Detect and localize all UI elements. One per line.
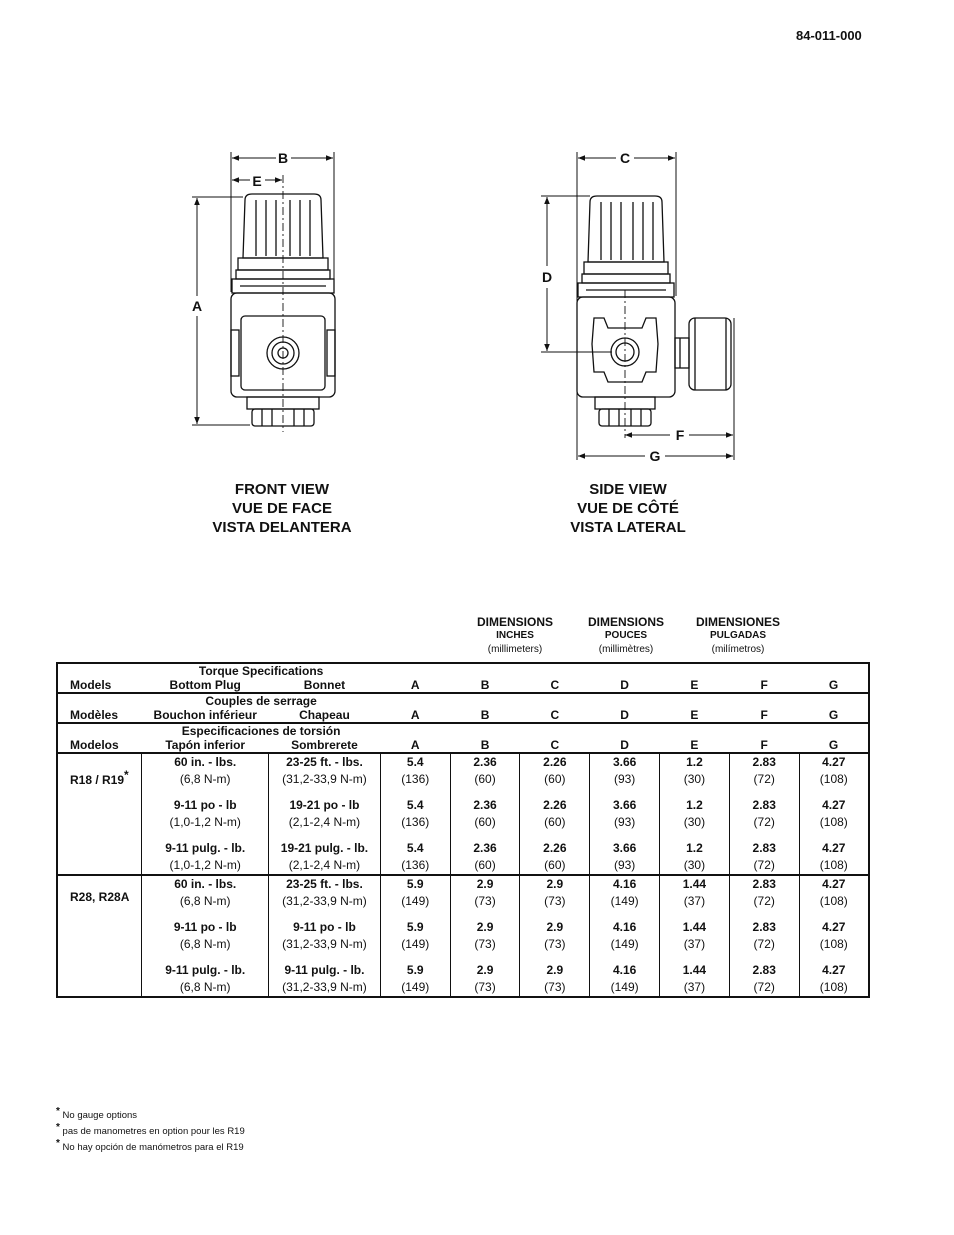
header-column-row <box>57 678 869 693</box>
dimension-header-unit: INCHES <box>496 630 534 641</box>
models-heading: Modèles <box>70 708 119 722</box>
dimension-header-title: DIMENSIONES <box>695 615 780 629</box>
table-cell: 9-11 po - lb (6,8 N-m) <box>173 920 237 951</box>
table-cell: 2.83 (72) <box>752 841 776 872</box>
table-cell: 1.2 (30) <box>683 755 706 786</box>
dimension-label-a: A <box>191 298 203 314</box>
table-cell: 3.66 (93) <box>612 798 637 829</box>
table-cell: 5.4 (136) <box>401 755 430 786</box>
table-cell: 3.66 (93) <box>612 755 637 786</box>
footnote-mark: * <box>124 768 129 782</box>
bottom-plug-heading: Bottom Plug <box>169 678 241 692</box>
dimension-label-c: C <box>619 150 631 166</box>
table-cell: 9-11 pulg. - lb. (31,2-33,9 N-m) <box>282 963 367 994</box>
footnote: * No gauge options <box>56 1106 138 1122</box>
table-cell: 60 in. - lbs. (6,8 N-m) <box>174 877 237 908</box>
table-cell: 9-11 pulg. - lb. (6,8 N-m) <box>165 963 246 994</box>
side-view-caption <box>528 480 728 537</box>
dimension-header-unit: PULGADAS <box>709 630 767 641</box>
dimension-header-english <box>460 615 570 657</box>
dimension-header-title: DIMENSIONS <box>476 615 553 629</box>
dimension-column-heading: D <box>620 708 629 722</box>
torque-heading: Especificaciones de torsión <box>181 724 341 738</box>
dimension-label-d: D <box>541 269 553 285</box>
dimension-label-g: G <box>649 448 661 464</box>
header-column-row <box>57 708 869 723</box>
dimension-column-heading: E <box>690 678 699 692</box>
table-cell: 2.26 (60) <box>543 798 567 829</box>
model-name: R18 / R19 <box>70 773 125 787</box>
table-cell: 9-11 pulg. - lb. (1,0-1,2 N-m) <box>165 841 246 872</box>
model-group-row <box>57 753 869 875</box>
dimension-column-heading: F <box>760 708 768 722</box>
dimension-label-f: F <box>675 427 685 443</box>
bottom-plug-heading: Bouchon inférieur <box>153 708 257 722</box>
regulator-drawings <box>0 0 954 600</box>
table-cell: 2.9 (73) <box>474 877 496 908</box>
torque-heading: Couples de serrage <box>205 694 317 708</box>
table-cell: 5.4 (136) <box>401 841 430 872</box>
table-cell: 2.83 (72) <box>752 877 776 908</box>
table-cell: 4.16 (149) <box>610 920 639 951</box>
dimension-header-metric: (millimeters) <box>487 644 543 655</box>
table-cell: 2.26 (60) <box>543 841 567 872</box>
table-cell: 2.36 (60) <box>473 755 497 786</box>
specification-table <box>56 662 870 998</box>
table-cell: 23-25 ft. - lbs. (31,2-33,9 N-m) <box>282 877 367 908</box>
table-cell: 4.27 (108) <box>819 755 848 786</box>
table-cell: 1.44 (37) <box>682 877 707 908</box>
caption-line: VISTA LATERAL <box>570 519 686 536</box>
dimension-column-heading: C <box>550 738 560 752</box>
table-cell: 2.83 (72) <box>752 755 776 786</box>
table-cell: 2.83 (72) <box>752 798 776 829</box>
dimension-header-metric: (milímetros) <box>711 644 765 655</box>
caption-line: VUE DE FACE <box>231 500 333 517</box>
caption-line: FRONT VIEW <box>234 481 330 498</box>
table-cell: 4.27 (108) <box>819 841 848 872</box>
front-view-dimension-lines <box>192 152 334 425</box>
dimension-column-heading: F <box>760 678 768 692</box>
dimension-column-heading: B <box>480 738 490 752</box>
table-cell: 2.9 (73) <box>544 920 566 951</box>
table-cell: 2.9 (73) <box>544 963 566 994</box>
table-cell: 60 in. - lbs. (6,8 N-m) <box>174 755 237 786</box>
header-column-row <box>57 738 869 753</box>
header-torque-row <box>57 663 869 678</box>
side-view-drawing <box>577 196 731 438</box>
table-cell: 1.2 (30) <box>683 841 706 872</box>
dimension-header-metric: (millimètres) <box>598 644 654 655</box>
dimension-column-heading: E <box>690 738 699 752</box>
table-cell: 19-21 po - lb (2,1-2,4 N-m) <box>288 798 361 829</box>
dimension-column-heading: F <box>760 738 768 752</box>
dimension-column-heading: G <box>828 708 839 722</box>
dimension-column-heading: E <box>690 708 699 722</box>
document-number: 84-011-000 <box>796 28 862 43</box>
header-torque-row <box>57 723 869 738</box>
table-cell: 3.66 (93) <box>612 841 637 872</box>
bonnet-heading: Bonnet <box>303 678 346 692</box>
dimension-header-french <box>571 615 681 657</box>
dimension-column-heading: B <box>480 708 490 722</box>
table-cell: 2.9 (73) <box>474 920 496 951</box>
models-heading: Models <box>70 678 112 692</box>
dimension-header-unit: POUCES <box>604 630 648 641</box>
table-cell: 4.27 (108) <box>819 963 848 994</box>
table-cell: 2.83 (72) <box>752 963 776 994</box>
front-view-drawing <box>231 175 335 432</box>
dimension-header-title: DIMENSIONS <box>587 615 664 629</box>
table-cell: 1.2 (30) <box>683 798 706 829</box>
caption-line: VUE DE CÔTÉ <box>577 500 679 517</box>
dimension-column-heading: G <box>828 678 839 692</box>
dimension-column-heading: D <box>620 738 629 752</box>
table-cell: 4.27 (108) <box>819 877 848 908</box>
dimension-column-heading: A <box>410 738 420 752</box>
table-cell: 2.9 (73) <box>544 877 566 908</box>
torque-heading: Torque Specifications <box>198 664 324 678</box>
dimension-label-b: B <box>277 150 289 166</box>
dimension-label-e: E <box>252 173 262 189</box>
model-group-row <box>57 875 869 997</box>
dimension-column-heading: A <box>410 678 420 692</box>
footnotes <box>56 1106 245 1154</box>
table-cell: 23-25 ft. - lbs. (31,2-33,9 N-m) <box>282 755 367 786</box>
header-torque-row <box>57 693 869 708</box>
table-cell: 9-11 po - lb (31,2-33,9 N-m) <box>282 920 367 951</box>
table-cell: 4.27 (108) <box>819 798 848 829</box>
dimension-column-heading: C <box>550 678 560 692</box>
table-cell: 5.9 (149) <box>401 877 430 908</box>
table-cell: 2.83 (72) <box>752 920 776 951</box>
table-cell: 5.9 (149) <box>401 920 430 951</box>
table-cell: 1.44 (37) <box>682 920 707 951</box>
table-cell: 1.44 (37) <box>682 963 707 994</box>
table-cell: 2.9 (73) <box>474 963 496 994</box>
table-cell: 2.26 (60) <box>543 755 567 786</box>
table-cell: 2.36 (60) <box>473 841 497 872</box>
dimension-column-heading: C <box>550 708 560 722</box>
dimension-header-spanish <box>683 615 793 657</box>
models-heading: Modelos <box>70 738 119 752</box>
table-cell: 9-11 po - lb (1,0-1,2 N-m) <box>169 798 241 829</box>
dimension-column-heading: A <box>410 708 420 722</box>
footnote: * No hay opción de manómetros para el R19 <box>56 1138 244 1154</box>
footnote: * pas de manometres en option pour les R19 <box>56 1122 245 1138</box>
bottom-plug-heading: Tapón inferior <box>165 738 246 752</box>
bonnet-heading: Chapeau <box>299 708 350 722</box>
table-cell: 19-21 pulg. - lb. (2,1-2,4 N-m) <box>280 841 369 872</box>
table-cell: 4.16 (149) <box>610 877 639 908</box>
dimension-column-heading: G <box>828 738 839 752</box>
dimension-column-heading: B <box>480 678 490 692</box>
caption-line: VISTA DELANTERA <box>212 519 352 536</box>
table-cell: 4.27 (108) <box>819 920 848 951</box>
dimension-column-heading: D <box>620 678 629 692</box>
table-cell: 5.9 (149) <box>401 963 430 994</box>
table-cell: 5.4 (136) <box>401 798 430 829</box>
table-cell: 2.36 (60) <box>473 798 497 829</box>
bonnet-heading: Sombrerete <box>291 738 358 752</box>
table-cell: 4.16 (149) <box>610 963 639 994</box>
model-name: R28, R28A <box>70 890 130 904</box>
front-view-caption <box>182 480 382 537</box>
caption-line: SIDE VIEW <box>589 481 667 498</box>
